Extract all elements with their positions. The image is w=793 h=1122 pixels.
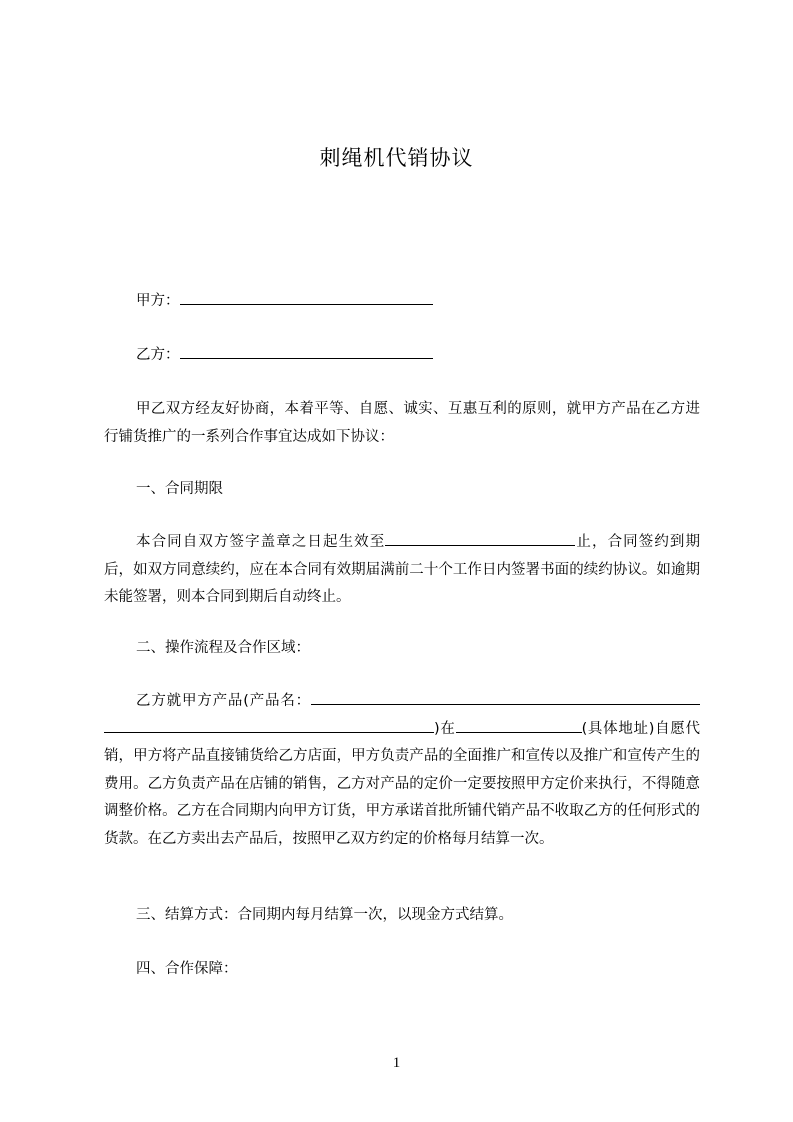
section1-text-a: 本合同自双方签字盖章之日起生效至 [136,534,386,550]
section1-heading: 一、合同期限 [136,481,223,497]
section2-heading: 二、操作流程及合作区域： [136,640,310,656]
party-b-line [136,343,433,366]
document-title: 刺绳机代销协议 [319,146,474,170]
section1-date-blank [385,530,575,546]
party-b-label: 乙方： [136,347,180,363]
product-name-blank [311,689,700,705]
party-b-blank [180,343,433,359]
section1-paragraph [104,529,700,612]
section2-text-a: 乙方就甲方产品(产品名： [136,693,311,709]
section2-paragraph [104,688,700,853]
page-number: 1 [392,1055,401,1071]
section3-text: 三、结算方式：合同期内每月结算一次，以现金方式结算。 [136,907,513,923]
section1-text-b: 止，合同签约到期后，如双方同意续约，应在本合同有效期届满前二十个工作日内签署书面的续约协议。如逾期未能签署，则本合同到期后自动终止。 [104,534,701,605]
party-a-blank [180,289,433,305]
section4-heading: 四、合作保障： [136,961,238,977]
intro-paragraph: 甲乙双方经友好协商，本着平等、自愿、诚实、互惠互利的原则，就甲方产品在乙方进行铺货推广的一系列合作事宜达成如下协议： [104,401,700,445]
address-blank [456,717,582,733]
section2-text-b: )在 [434,720,456,737]
product-name-blank-2 [104,717,434,733]
section2-text-c: (具体地址)自愿代销，甲方将产品直接铺货给乙方店面，甲方负责产品的全面推广和宣传以及推广和宣传产生的费用。乙方负责产品在店铺的销售，乙方对产品的定价一定要按照甲方定价来执行，不得随意调整价格。乙方在合同期内向甲方订货，甲方承诺首批所铺代销产品不收取乙方的任何形式的货款。在乙方卖出去产品后，按照甲乙双方约定的价格每月结算一次。 [104,720,700,847]
party-a-line [136,289,433,312]
party-a-label: 甲方： [136,293,180,309]
